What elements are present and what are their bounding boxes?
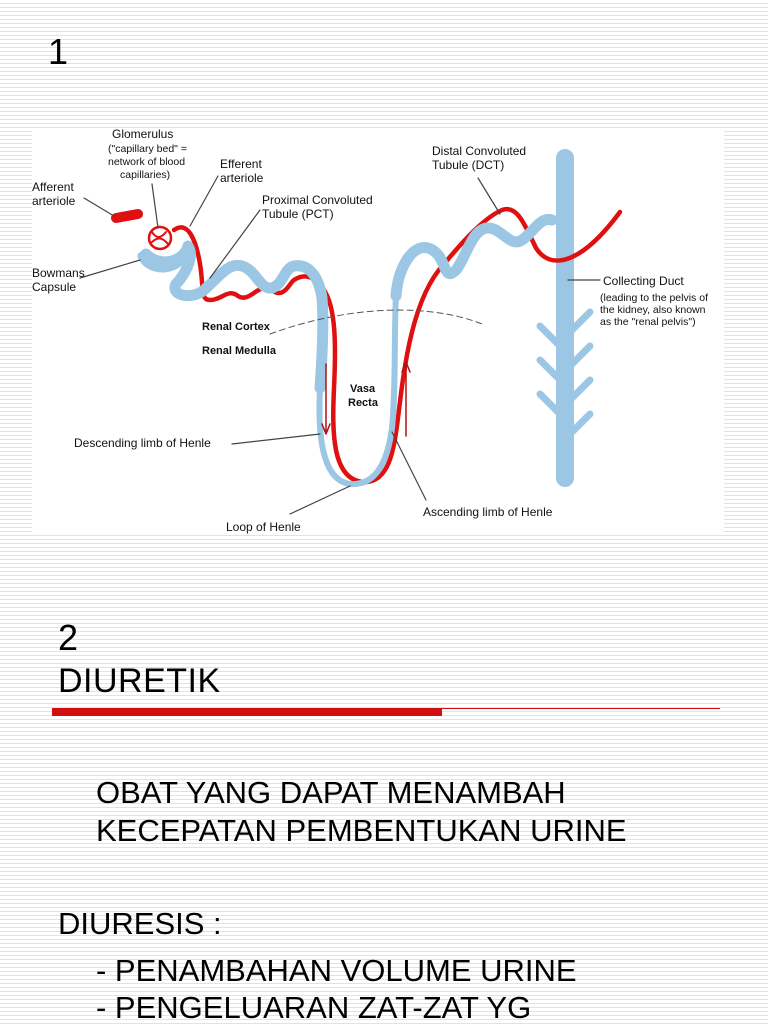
slide-title: DIURETIK	[58, 662, 221, 700]
renal-medulla-label: Renal Medulla	[202, 345, 276, 357]
title-underline-thick	[52, 708, 442, 716]
collecting-duct-note-line-3: as the "renal pelvis")	[600, 316, 696, 328]
glomerulus-note-line-3: capillaries)	[120, 169, 171, 181]
bowmans-capsule-label-line-2: Capsule	[32, 280, 77, 294]
loop-of-henle-label: Loop of Henle	[226, 520, 301, 534]
term-heading: DIURESIS :	[58, 906, 222, 941]
glomerulus-label: Glomerulus	[112, 128, 174, 141]
efferent-arteriole-label-line-2: arteriole	[220, 171, 264, 185]
definition-line-1: OBAT YANG DAPAT MENAMBAH	[96, 775, 566, 810]
afferent-arteriole-label-line-1: Afferent	[32, 180, 74, 194]
bullet-list	[96, 952, 577, 1026]
descending-limb-label: Descending limb of Henle	[74, 436, 211, 450]
pct-label-line-2: Tubule (PCT)	[262, 207, 334, 221]
bullet-item-2: - PENGELUARAN ZAT-ZAT YG	[96, 990, 532, 1025]
title-underline-thin	[442, 708, 720, 709]
glomerulus-note-line-2: network of blood	[108, 156, 186, 168]
collecting-duct-label: Collecting Duct	[603, 274, 684, 288]
dct-label-line-2: Tubule (DCT)	[432, 158, 505, 172]
ascending-limb-label: Ascending limb of Henle	[423, 505, 553, 519]
nephron-diagram	[32, 128, 724, 534]
afferent-arteriole-label-line-2: arteriole	[32, 194, 76, 208]
pct-label-line-1: Proximal Convoluted	[262, 193, 373, 207]
slide-number-2: 2	[58, 617, 79, 658]
collecting-duct-shape	[540, 158, 590, 478]
slide-number-1: 1	[48, 31, 69, 72]
bullet-item-1: - PENAMBAHAN VOLUME URINE	[96, 953, 577, 988]
collecting-duct-note-line-1: (leading to the pelvis of	[600, 292, 708, 304]
definition-line-2: KECEPATAN PEMBENTUKAN URINE	[96, 813, 627, 848]
efferent-arteriole-label-line-1: Efferent	[220, 157, 262, 171]
nephron-svg	[32, 128, 724, 534]
collecting-duct-note-line-2: the kidney, also known	[600, 304, 706, 316]
cortex-medulla-boundary	[270, 310, 482, 334]
renal-cortex-label: Renal Cortex	[202, 321, 270, 333]
glomerulus-note-line-1: ("capillary bed" =	[108, 143, 187, 155]
bowmans-capsule-label-line-1: Bowmans	[32, 266, 85, 280]
vasa-recta-label-line-2: Recta	[348, 397, 378, 409]
dct-label-line-1: Distal Convoluted	[432, 144, 527, 158]
definition-text	[96, 774, 627, 850]
vasa-recta-label-line-1: Vasa	[350, 383, 376, 395]
